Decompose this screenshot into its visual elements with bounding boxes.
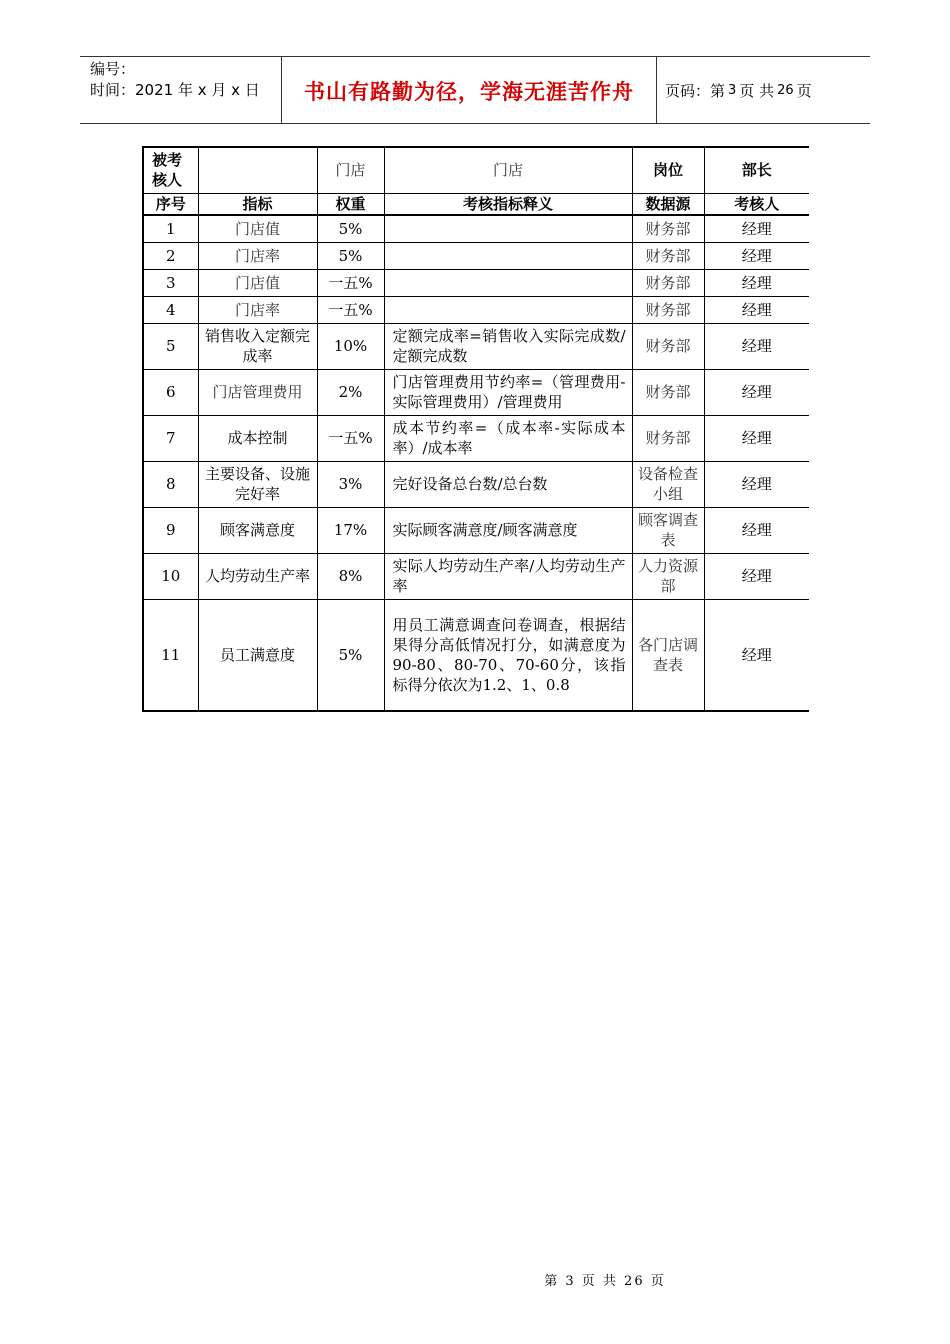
table-row (143, 507, 809, 553)
row-indicator: 门店率 (198, 296, 317, 323)
row-description: 实际人均劳动生产率/人均劳动生产率 (384, 553, 632, 599)
post-value: 部长 (704, 147, 809, 193)
row-weight: 5% (317, 242, 384, 269)
row-assessor: 经理 (704, 296, 809, 323)
row-number: 3 (143, 269, 198, 296)
table-row (143, 415, 809, 461)
page-suffix: 页 (796, 82, 812, 100)
row-assessor: 经理 (704, 461, 809, 507)
row-data-source: 财务部 (632, 242, 704, 269)
row-indicator: 主要设备、设施完好率 (198, 461, 317, 507)
document-header (80, 56, 870, 124)
row-number: 4 (143, 296, 198, 323)
post-label: 岗位 (632, 147, 704, 193)
column-header: 权重 (317, 193, 384, 215)
unit-a: 门店 (317, 147, 384, 193)
row-assessor: 经理 (704, 269, 809, 296)
table-row (143, 369, 809, 415)
row-weight: 3% (317, 461, 384, 507)
page-footer: 第 3 页 共 26 页 (544, 1274, 666, 1289)
column-header: 指标 (198, 193, 317, 215)
row-assessor: 经理 (704, 507, 809, 553)
row-weight: 5% (317, 599, 384, 711)
page-mid: 页 共 (739, 82, 775, 100)
table-row (143, 599, 809, 711)
row-number: 1 (143, 215, 198, 242)
kpi-table (142, 146, 809, 712)
row-data-source: 财务部 (632, 415, 704, 461)
row-number: 8 (143, 461, 198, 507)
row-assessor: 经理 (704, 415, 809, 461)
row-data-source: 财务部 (632, 296, 704, 323)
row-data-source: 设备检查小组 (632, 461, 704, 507)
row-weight: 10% (317, 323, 384, 369)
row-indicator: 人均劳动生产率 (198, 553, 317, 599)
row-weight: 一五% (317, 269, 384, 296)
row-assessor: 经理 (704, 599, 809, 711)
row-assessor: 经理 (704, 242, 809, 269)
table-header-row (143, 193, 809, 215)
row-data-source: 财务部 (632, 269, 704, 296)
row-assessor: 经理 (704, 553, 809, 599)
row-data-source: 人力资源部 (632, 553, 704, 599)
table-row (143, 215, 809, 242)
row-description (384, 215, 632, 242)
row-number: 10 (143, 553, 198, 599)
row-assessor: 经理 (704, 215, 809, 242)
header-page-number (665, 57, 812, 124)
row-description: 定额完成率=销售收入实际完成数/定额完成数 (384, 323, 632, 369)
row-number: 6 (143, 369, 198, 415)
assessee-blank (198, 147, 317, 193)
row-weight: 2% (317, 369, 384, 415)
row-indicator: 成本控制 (198, 415, 317, 461)
table-row (143, 323, 809, 369)
row-weight: 8% (317, 553, 384, 599)
column-header: 数据源 (632, 193, 704, 215)
row-description: 完好设备总台数/总台数 (384, 461, 632, 507)
row-assessor: 经理 (704, 369, 809, 415)
column-header: 考核指标释义 (384, 193, 632, 215)
row-indicator: 员工满意度 (198, 599, 317, 711)
page-prefix: 页码：第 (665, 82, 726, 100)
header-divider (656, 57, 657, 124)
table-row (143, 296, 809, 323)
row-description: 门店管理费用节约率=（管理费用-实际管理费用）/管理费用 (384, 369, 632, 415)
row-indicator: 门店管理费用 (198, 369, 317, 415)
row-number: 11 (143, 599, 198, 711)
row-number: 9 (143, 507, 198, 553)
page-total: 26 (777, 83, 794, 98)
unit-b: 门店 (384, 147, 632, 193)
page-current: 3 (728, 83, 737, 98)
header-motto: 书山有路勤为径，学海无涯苦作舟 (304, 79, 634, 104)
row-indicator: 销售收入定额完成率 (198, 323, 317, 369)
table-row (143, 461, 809, 507)
row-description: 实际顾客满意度/顾客满意度 (384, 507, 632, 553)
row-weight: 17% (317, 507, 384, 553)
row-data-source: 财务部 (632, 215, 704, 242)
row-assessor: 经理 (704, 323, 809, 369)
row-weight: 5% (317, 215, 384, 242)
row-description (384, 296, 632, 323)
table-top-row (143, 147, 809, 193)
table-row (143, 269, 809, 296)
row-description: 用员工满意调查问卷调查，根据结果得分高低情况打分，如满意度为90-80、80-70、70-60分，该指标得分依次为1.2、1、0.8 (384, 599, 632, 711)
row-description: 成本节约率=（成本率-实际成本率）/成本率 (384, 415, 632, 461)
row-number: 2 (143, 242, 198, 269)
row-indicator: 顾客满意度 (198, 507, 317, 553)
row-indicator: 门店率 (198, 242, 317, 269)
table-row (143, 242, 809, 269)
row-indicator: 门店值 (198, 269, 317, 296)
row-description (384, 242, 632, 269)
assessee-label: 被考核人 (143, 147, 198, 193)
table-row (143, 553, 809, 599)
row-weight: 一五% (317, 296, 384, 323)
row-indicator: 门店值 (198, 215, 317, 242)
code-label: 编号： (90, 60, 136, 78)
row-number: 7 (143, 415, 198, 461)
row-data-source: 财务部 (632, 369, 704, 415)
row-number: 5 (143, 323, 198, 369)
column-header: 考核人 (704, 193, 809, 215)
date-label: 时间：2021 年 x 月 x 日 (90, 81, 260, 99)
column-header: 序号 (143, 193, 198, 215)
row-description (384, 269, 632, 296)
row-weight: 一五% (317, 415, 384, 461)
header-meta (90, 59, 280, 101)
row-data-source: 财务部 (632, 323, 704, 369)
row-data-source: 顾客调查表 (632, 507, 704, 553)
row-data-source: 各门店调查表 (632, 599, 704, 711)
